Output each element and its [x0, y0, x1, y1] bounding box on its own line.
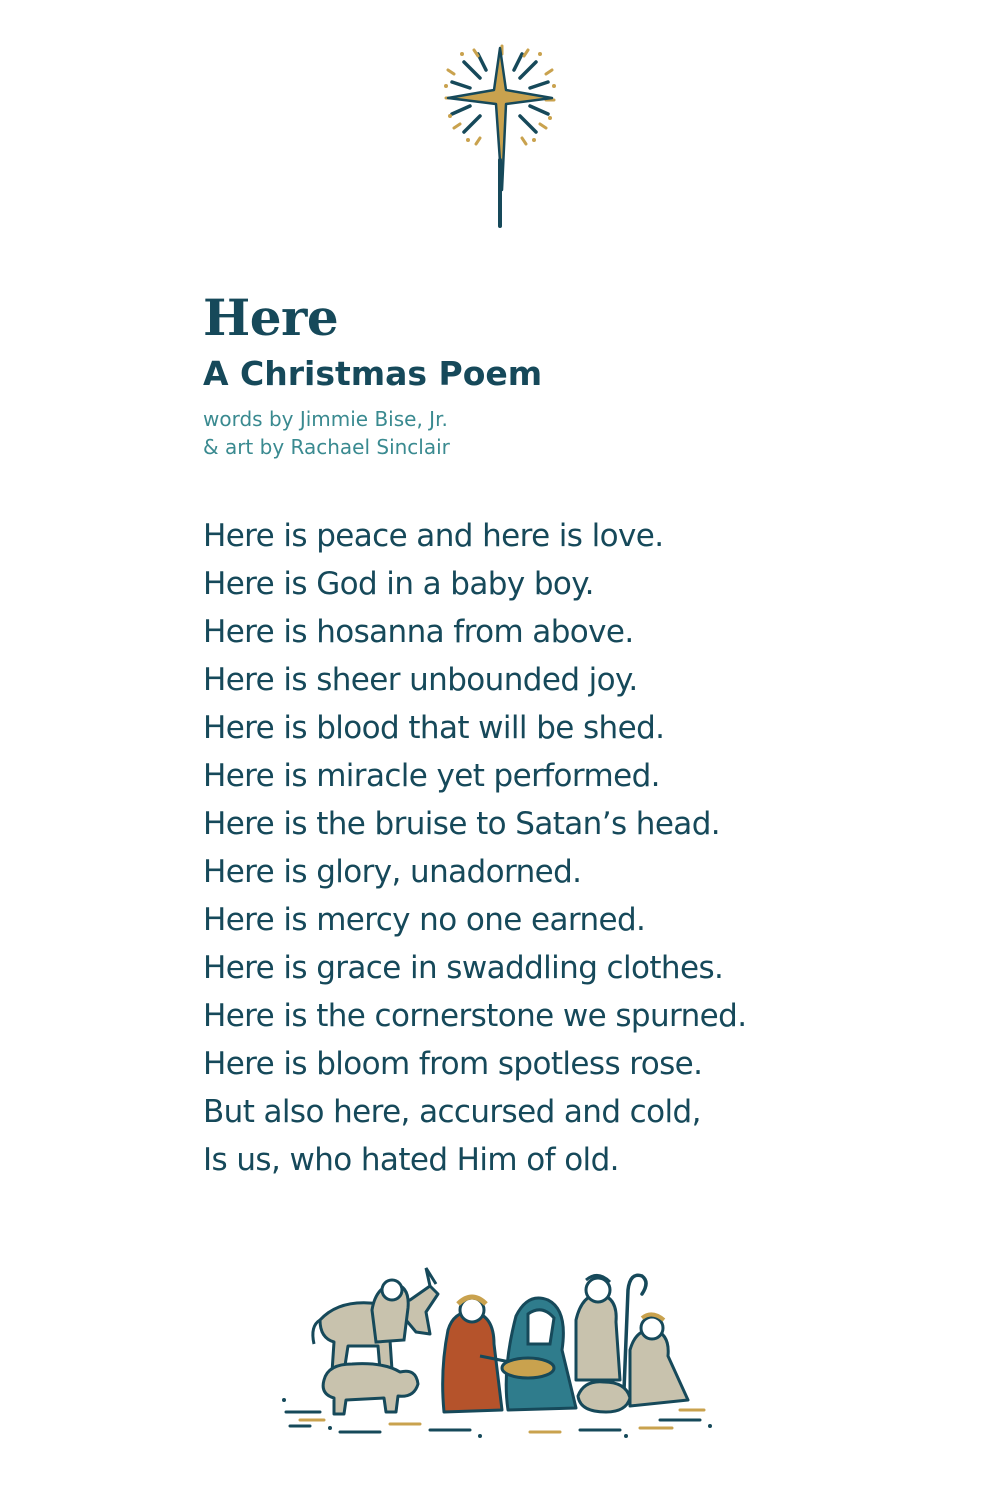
- star-of-bethlehem-icon: [440, 40, 560, 232]
- poem-body: [203, 512, 963, 1184]
- poem-line: Here is grace in swaddling clothes.: [203, 950, 724, 986]
- credit-words: words by Jimmie Bise, Jr.: [203, 407, 448, 431]
- nativity-scene-illustration: [280, 1260, 720, 1440]
- poem-line: Here is mercy no one earned.: [203, 902, 646, 938]
- poem-line: Here is the bruise to Satan’s head.: [203, 806, 721, 842]
- page-subtitle: A Christmas Poem: [203, 354, 543, 393]
- poem-header: [203, 283, 903, 461]
- page-title: Here: [203, 288, 339, 347]
- poem-line: Here is miracle yet performed.: [203, 758, 660, 794]
- poem-line: Here is glory, unadorned.: [203, 854, 582, 890]
- poem-line: Here is blood that will be shed.: [203, 710, 665, 746]
- poem-line: Here is the cornerstone we spurned.: [203, 998, 747, 1034]
- poem-line: Is us, who hated Him of old.: [203, 1142, 619, 1178]
- poem-line: Here is peace and here is love.: [203, 518, 664, 554]
- poem-line: Here is bloom from spotless rose.: [203, 1046, 703, 1082]
- poem-line: Here is sheer unbounded joy.: [203, 662, 638, 698]
- credits: [203, 405, 903, 461]
- credit-art: & art by Rachael Sinclair: [203, 435, 450, 459]
- poem-line: Here is hosanna from above.: [203, 614, 634, 650]
- poem-line: But also here, accursed and cold,: [203, 1094, 701, 1130]
- poem-line: Here is God in a baby boy.: [203, 566, 594, 602]
